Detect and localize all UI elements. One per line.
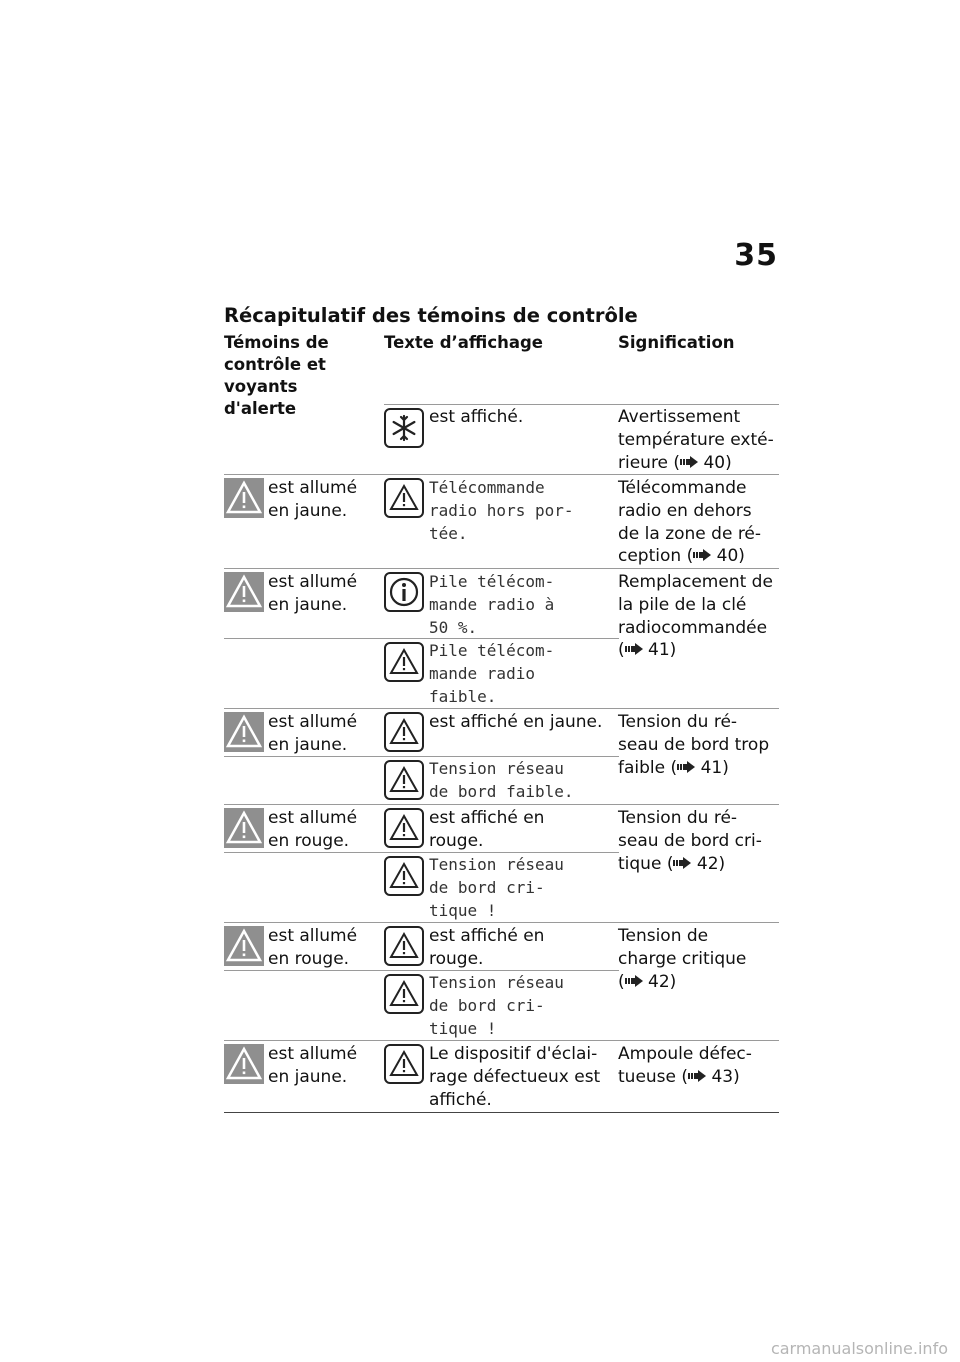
lamp-state-text: est allumé en rouge. (268, 808, 358, 851)
lamp-state-text: est allumé en jaune. (268, 712, 358, 755)
column-header-lamps: Témoins de contrôle et voyants d'alerte (224, 333, 329, 418)
display-text: est affiché en jaune. (429, 712, 603, 732)
warning-triangle-icon (384, 856, 424, 896)
display-text: Tension réseau de bord faible. (429, 759, 574, 801)
warning-lamp-icon (224, 572, 264, 612)
column-header-display-text: Texte d’affichage (384, 333, 543, 352)
meaning-text: Tension du ré- seau de bord cri- tique ( 42) (618, 808, 762, 874)
row-divider (384, 404, 779, 405)
meaning-text: Tension du ré- seau de bord trop faible ( 41) (618, 712, 770, 778)
display-text: est affiché en rouge. (429, 926, 545, 969)
meaning-text: Avertissement température exté- rieure ( 40) (618, 407, 774, 473)
warning-lamp-icon (224, 926, 264, 966)
display-text: Le dispositif d'éclai- rage défectueux est affiché. (429, 1044, 601, 1110)
warning-triangle-icon (384, 808, 424, 848)
display-text: Télécommande radio hors por- tée. (429, 478, 574, 543)
display-text: Tension réseau de bord cri- tique ! (429, 973, 564, 1038)
warning-lamp-icon (224, 808, 264, 848)
warning-triangle-icon (384, 760, 424, 800)
section-title: Récapitulatif des témoins de contrôle (224, 304, 638, 327)
warning-lamp-icon (224, 1044, 264, 1084)
meaning-text: Remplacement de la pile de la clé radiocommandée ( 41) (618, 572, 773, 661)
lamp-state-text: est allumé en jaune. (268, 478, 358, 521)
lamp-state-text: est allumé en jaune. (268, 572, 358, 615)
info-icon (384, 572, 424, 612)
snowflake-icon (384, 408, 424, 448)
display-text: Tension réseau de bord cri- tique ! (429, 855, 564, 920)
warning-triangle-icon (384, 926, 424, 966)
warning-triangle-icon (384, 1044, 424, 1084)
table-bottom-rule (224, 1112, 779, 1113)
row-divider (224, 804, 779, 805)
meaning-text: Télécommande radio en dehors de la zone de ré- ception ( 40) (618, 478, 762, 567)
warning-triangle-icon (384, 642, 424, 682)
meaning-text: Tension de charge critique ( 42) (618, 926, 747, 992)
watermark[interactable]: carmanualsonline.info (770, 1339, 948, 1358)
column-header-meaning: Signification (618, 333, 735, 352)
display-text: Pile télécom- mande radio à 50 %. (429, 572, 555, 637)
page-number: 35 (734, 238, 778, 273)
meaning-text: Ampoule défec- tueuse ( 43) (618, 1044, 752, 1087)
lamp-state-text: est allumé en jaune. (268, 1044, 358, 1087)
row-divider (224, 638, 619, 639)
warning-lamp-icon (224, 712, 264, 752)
display-text: est affiché. (429, 407, 524, 427)
warning-triangle-icon (384, 712, 424, 752)
lamp-state-text: est allumé en rouge. (268, 926, 358, 969)
warning-lamp-icon (224, 478, 264, 518)
warning-triangle-icon (384, 478, 424, 518)
display-text: Pile télécom- mande radio faible. (429, 641, 555, 706)
display-text: est affiché en rouge. (429, 808, 545, 851)
warning-triangle-icon (384, 974, 424, 1014)
